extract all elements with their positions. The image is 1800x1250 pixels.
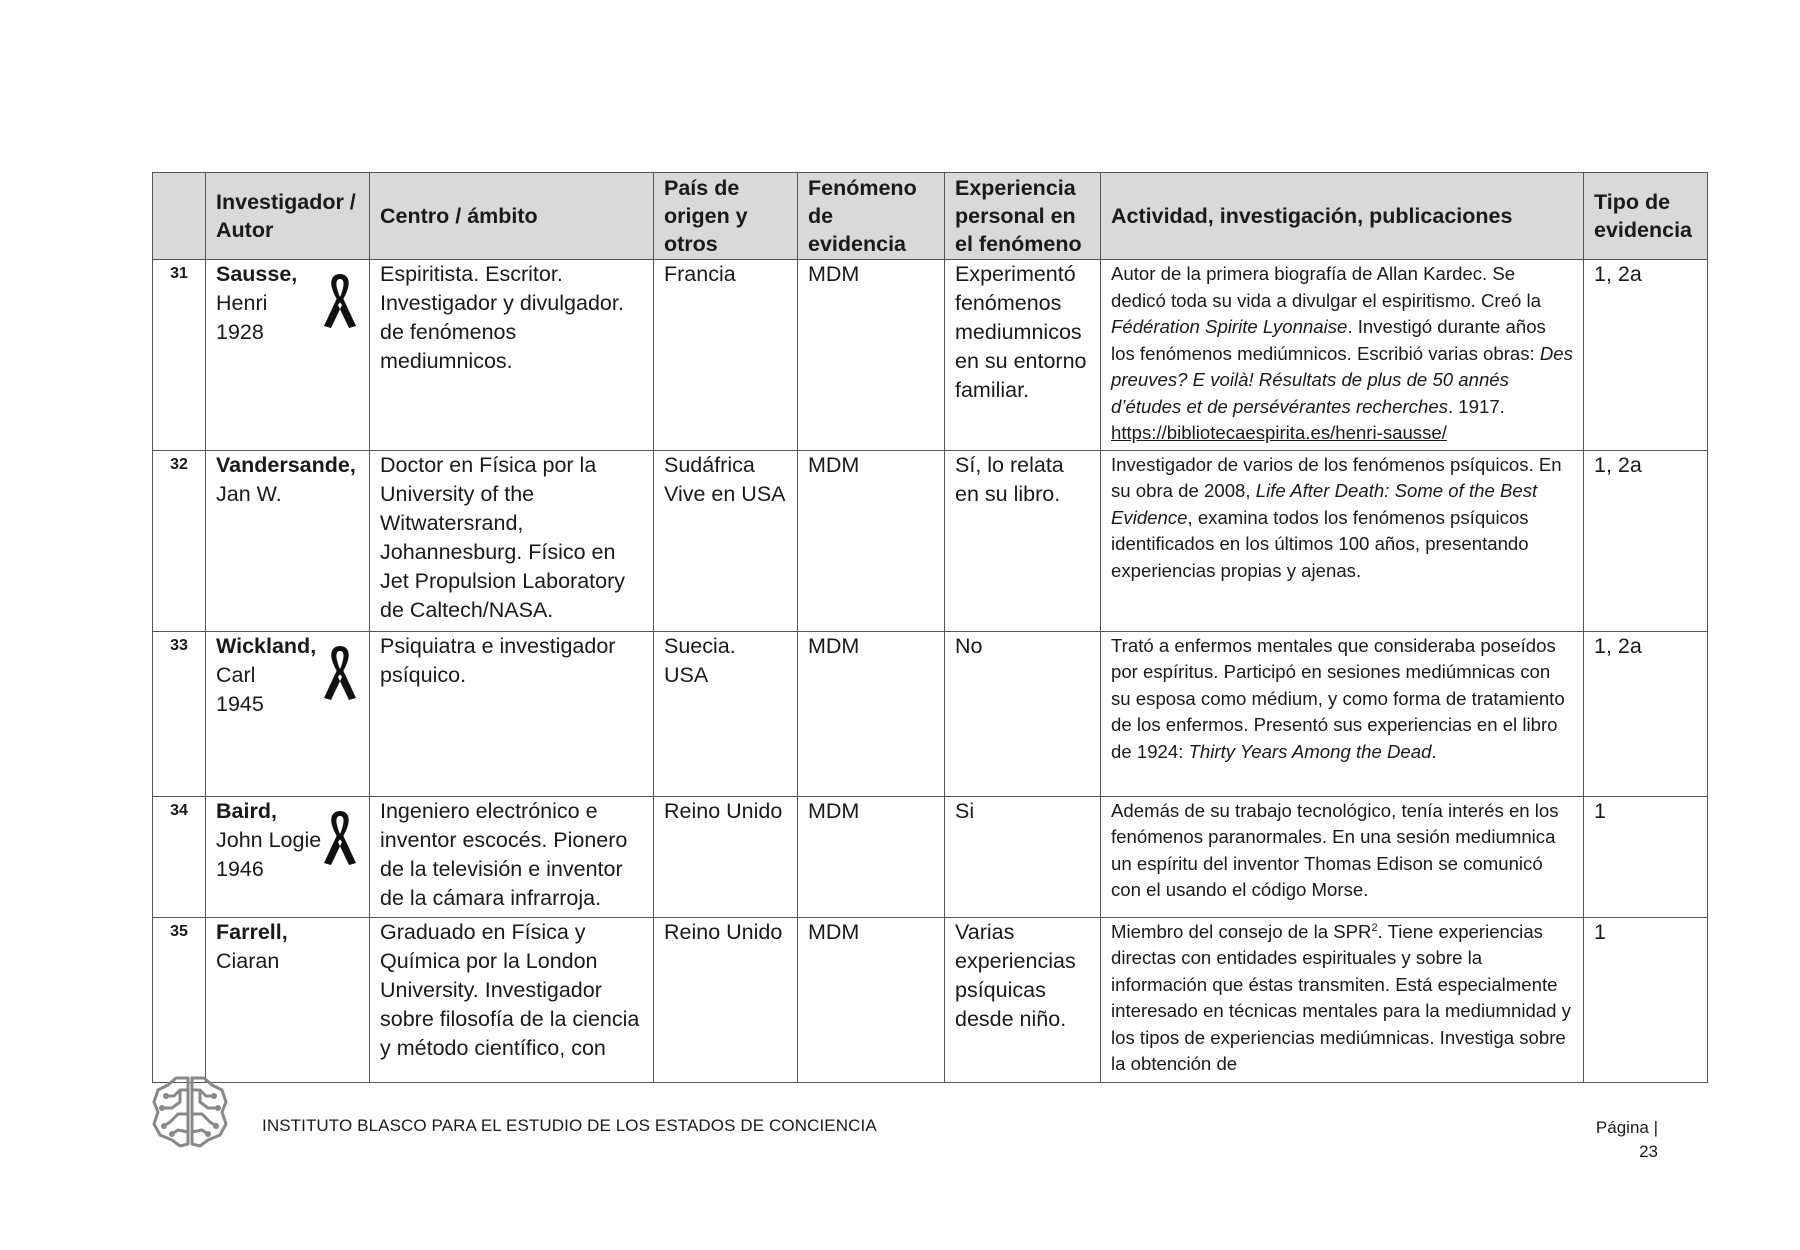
brain-logo-icon xyxy=(150,1072,230,1148)
activity-cell: Además de su trabajo tecnológico, tenía interés en los fenómenos paranormales. En una sesión mediumnica un espíritu del inventor Thomas Edison se comunicó con el usando el código Morse. xyxy=(1101,796,1584,917)
header-phenomenon: Fenómeno de evidencia xyxy=(798,173,945,260)
header-country: País de origen y otros xyxy=(654,173,798,260)
row-number: 35 xyxy=(153,917,206,1082)
activity-cell: Autor de la primera biografía de Allan Kardec. Se dedicó toda su vida a divulgar el espiritismo. Creó la Fédération Spirite Lyonnaise. Investigó durante años los fenómenos mediúmnicos. Escribió varias obras: Des preuves? E voilà! Résultats de plus de 50 annés d’études et de persévérantes recherches. 1917. https://bibliotecaespirita.es/henri-sausse/ xyxy=(1101,260,1584,451)
country-cell xyxy=(654,260,798,451)
source-link[interactable]: https://bibliotecaespirita.es/henri-sausse/ xyxy=(1111,422,1447,443)
table-row xyxy=(153,450,1708,631)
author-detail: 1946 xyxy=(216,856,264,881)
footer-page-label: Página | xyxy=(1595,1118,1658,1137)
row-number: 33 xyxy=(153,631,206,796)
phenomenon-cell: MDM xyxy=(798,631,945,796)
country-line: USA xyxy=(664,662,709,687)
row-number: 34 xyxy=(153,796,206,917)
researchers-table xyxy=(152,172,1708,1083)
author-cell xyxy=(206,631,370,796)
phenomenon-cell: MDM xyxy=(798,796,945,917)
author-cell xyxy=(206,450,370,631)
author-cell xyxy=(206,796,370,917)
center-cell: Ingeniero electrónico e inventor escocés. Pionero de la televisión e inventor de la cámara infrarroja. xyxy=(370,796,654,917)
experience-cell: Sí, lo relata en su libro. xyxy=(945,450,1101,631)
author-detail: Henri xyxy=(216,291,268,315)
table-header-row xyxy=(153,173,1708,260)
experience-cell: Si xyxy=(945,796,1101,917)
author-name: Vandersande, xyxy=(216,452,356,477)
table-row xyxy=(153,796,1708,917)
black-ribbon-icon xyxy=(323,272,357,330)
author-detail: John Logie xyxy=(216,827,322,852)
table-row xyxy=(153,260,1708,451)
center-cell: Graduado en Física y Química por la London University. Investigador sobre filosofía de la ciencia y método científico, con xyxy=(370,917,654,1082)
evidence-type-cell: 1 xyxy=(1584,796,1708,917)
header-author: Investigador / Autor xyxy=(206,173,370,260)
author-name: Farrell, xyxy=(216,919,288,944)
activity-cell: Trató a enfermos mentales que consideraba poseídos por espíritus. Participó en sesiones mediúmnicas con su esposa como médium, y como forma de tratamiento de los enfermos. Presentó sus experiencias en el libro de 1924: Thirty Years Among the Dead. xyxy=(1101,631,1584,796)
country-line: Reino Unido xyxy=(664,798,783,823)
author-name: Sausse, xyxy=(216,262,298,286)
row-number: 31 xyxy=(153,260,206,451)
evidence-type-cell: 1, 2a xyxy=(1584,631,1708,796)
experience-cell: Varias experiencias psíquicas desde niño. xyxy=(945,917,1101,1082)
country-line: Sudáfrica xyxy=(664,452,755,477)
row-number: 32 xyxy=(153,450,206,631)
phenomenon-cell: MDM xyxy=(798,917,945,1082)
table-row xyxy=(153,631,1708,796)
center-cell: Espiritista. Escritor. Investigador y divulgador. de fenómenos mediumnicos. xyxy=(370,260,654,451)
country-cell xyxy=(654,631,798,796)
evidence-type-cell: 1 xyxy=(1584,917,1708,1082)
author-cell xyxy=(206,917,370,1082)
author-detail: Ciaran xyxy=(216,948,280,973)
country-cell xyxy=(654,917,798,1082)
evidence-type-cell: 1, 2a xyxy=(1584,260,1708,451)
phenomenon-cell: MDM xyxy=(798,450,945,631)
experience-cell: No xyxy=(945,631,1101,796)
footer-page-number: 23 xyxy=(1639,1142,1658,1161)
header-center: Centro / ámbito xyxy=(370,173,654,260)
footer-page xyxy=(1560,1116,1658,1164)
author-name: Wickland, xyxy=(216,633,317,658)
author-detail: Carl xyxy=(216,662,256,687)
activity-cell: Miembro del consejo de la SPR$^2$. Tiene experiencias directas con entidades espirituales y sobre la información que éstas transmiten. Está especialmente interesado en técnicas mentales para la mediumnidad y los tipos de experiencias mediúmnicas. Investiga sobre la obtención de xyxy=(1101,917,1584,1082)
evidence-type-cell: 1, 2a xyxy=(1584,450,1708,631)
country-line: Vive en USA xyxy=(664,481,786,506)
country-line: Reino Unido xyxy=(664,919,783,944)
author-detail: Jan W. xyxy=(216,481,282,506)
country-cell xyxy=(654,796,798,917)
header-number xyxy=(153,173,206,260)
author-name: Baird, xyxy=(216,798,277,823)
activity-cell: Investigador de varios de los fenómenos psíquicos. En su obra de 2008, Life After Death: Some of the Best Evidence, examina todos los fenómenos psíquicos identificados en los últimos 100 años, presentando experiencias propias y ajenas. xyxy=(1101,450,1584,631)
header-activity: Actividad, investigación, publicaciones xyxy=(1101,173,1584,260)
footer-institute: INSTITUTO BLASCO PARA EL ESTUDIO DE LOS ESTADOS DE CONCIENCIA xyxy=(262,1116,877,1135)
country-line: Francia xyxy=(664,262,736,286)
country-cell xyxy=(654,450,798,631)
center-cell: Psiquiatra e investigador psíquico. xyxy=(370,631,654,796)
country-line: Suecia. xyxy=(664,633,736,658)
author-detail: 1928 xyxy=(216,320,264,344)
black-ribbon-icon xyxy=(323,809,357,867)
phenomenon-cell: MDM xyxy=(798,260,945,451)
header-experience: Experiencia personal en el fenómeno xyxy=(945,173,1101,260)
table-body xyxy=(153,260,1708,1083)
author-detail: 1945 xyxy=(216,691,264,716)
experience-cell: Experimentó fenómenos mediumnicos en su entorno familiar. xyxy=(945,260,1101,451)
author-cell xyxy=(206,260,370,451)
header-evidence-type: Tipo de evidencia xyxy=(1584,173,1708,260)
table-row xyxy=(153,917,1708,1082)
black-ribbon-icon xyxy=(323,644,357,702)
center-cell: Doctor en Física por la University of the Witwatersrand, Johannesburg. Físico en Jet Propulsion Laboratory de Caltech/NASA. xyxy=(370,450,654,631)
